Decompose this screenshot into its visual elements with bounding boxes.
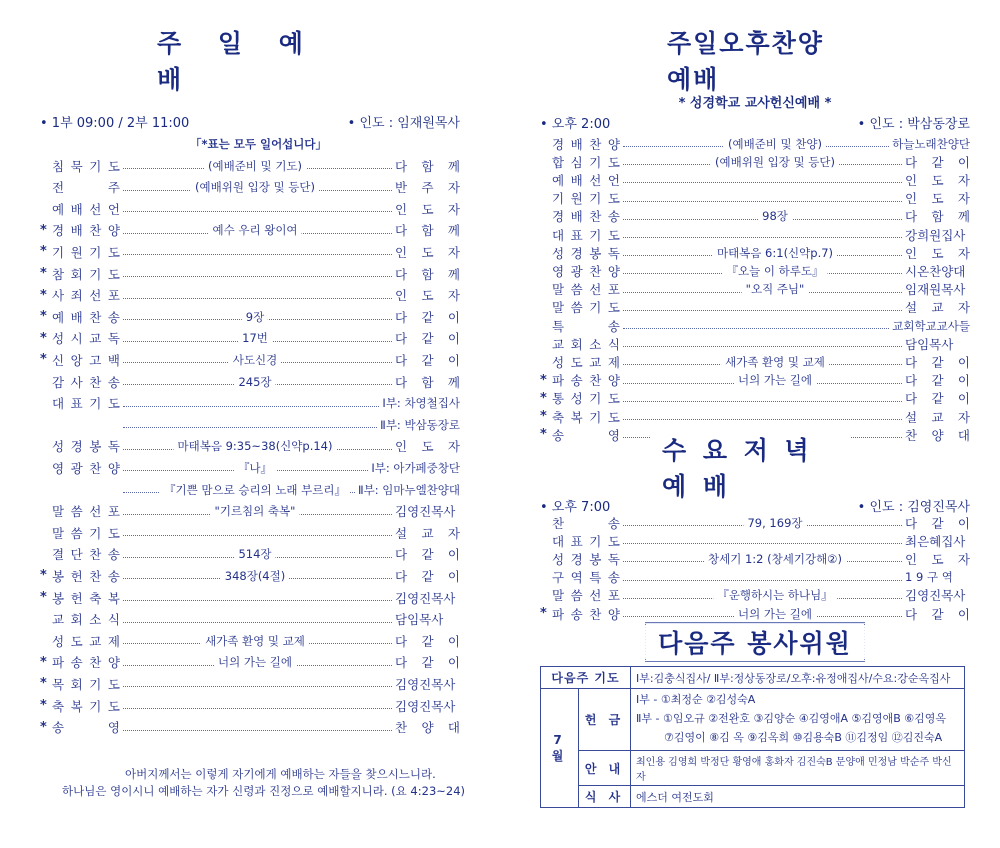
- order-item-person: 다 함 께: [905, 209, 970, 225]
- order-item-label: 성 경 봉 독: [552, 551, 620, 567]
- wednesday-title-box: [650, 436, 850, 501]
- order-row: [40, 630, 460, 651]
- offering-line-1: Ⅰ부 - ①최정순 ②김성숙A: [636, 693, 756, 706]
- order-item-person: 찬 양 대: [905, 427, 970, 443]
- order-item-detail: 79, 169장: [743, 515, 806, 531]
- standing-mark: *: [40, 719, 47, 735]
- standing-mark: *: [40, 654, 47, 670]
- order-item-detail: (예배준비 및 기도): [204, 158, 306, 174]
- sunday-service-title-box: [145, 29, 375, 94]
- order-item-person: 김영진목사: [395, 590, 456, 606]
- offering-line-3: ⑦김영이 ⑧김 옥 ⑨김옥희 ⑩김용숙B ⑪김정임 ⑫김진숙A: [664, 731, 943, 744]
- order-row: [40, 652, 460, 673]
- order-row: [40, 717, 460, 738]
- order-row: [40, 306, 460, 327]
- leader-dots: [623, 310, 902, 311]
- volunteers-table: [540, 666, 965, 808]
- order-item-detail: "오직 주님": [742, 281, 809, 297]
- order-row: [540, 603, 970, 624]
- order-item-person: 김영진목사: [395, 504, 456, 520]
- order-item-person: 다 같 이: [395, 352, 460, 368]
- order-item-person: 인 도 자: [395, 201, 460, 217]
- order-item-label: 찬 송: [552, 515, 620, 531]
- leader-dots: [623, 346, 902, 347]
- order-item-label: 교 회 소 식: [552, 336, 620, 352]
- order-item-person: 반 주 자: [395, 180, 460, 196]
- offering-value: [631, 689, 965, 751]
- order-row: [40, 565, 460, 586]
- month-label: 7월: [541, 689, 579, 808]
- order-row: [40, 371, 460, 392]
- order-item-label: 침 묵 기 도: [52, 158, 120, 174]
- leader-dots: [123, 406, 379, 407]
- standing-mark: *: [540, 390, 547, 406]
- order-item-detail: "기르침의 축복": [211, 503, 300, 519]
- order-item-person: 다 같 이: [395, 331, 460, 347]
- order-item-detail: 마태복음 9:35~38(신약p.14): [174, 438, 337, 454]
- order-item-detail: 너의 가는 길에: [214, 654, 296, 670]
- leader-dots: [123, 708, 392, 709]
- wednesday-title: 수 요 저 녁 예 배: [650, 431, 850, 503]
- order-row: [40, 393, 460, 414]
- order-item-label: 영 광 찬 양: [52, 460, 120, 476]
- standing-mark: *: [540, 427, 547, 443]
- standing-mark: *: [540, 606, 547, 621]
- order-item-label: 통 성 기 도: [552, 391, 620, 407]
- order-row: [40, 155, 460, 176]
- standing-mark: *: [40, 244, 47, 260]
- order-item-label: 말 씀 기 도: [552, 300, 620, 316]
- order-item-label: 파 송 찬 양: [552, 373, 620, 389]
- order-item-person: 인 도 자: [905, 551, 970, 567]
- order-item-label: 영 광 찬 양: [552, 263, 620, 279]
- order-item-person: 김영진목사: [905, 588, 966, 604]
- order-item-label: 파 송 찬 양: [552, 606, 620, 622]
- order-item-person: 설 교 자: [905, 300, 970, 316]
- leader-dots: [623, 543, 902, 544]
- order-item-person: 인 도 자: [395, 288, 460, 304]
- order-item-label: 감 사 찬 송: [52, 374, 120, 390]
- order-item-person: 인 도 자: [905, 172, 970, 188]
- order-item-label: 교 회 소 식: [52, 612, 120, 628]
- order-item-detail: 348장(4절): [221, 568, 289, 584]
- order-item-label: 사 죄 선 포: [52, 288, 120, 304]
- standing-mark: *: [40, 698, 47, 713]
- order-row: [40, 414, 460, 435]
- standing-mark: *: [40, 287, 47, 303]
- order-item-person: 다 같 이: [905, 391, 970, 407]
- table-row: [541, 667, 965, 689]
- order-item-person: 인 도 자: [905, 191, 970, 207]
- order-item-person: 다 같 이: [905, 354, 970, 370]
- order-row: [40, 349, 460, 370]
- order-item-person: 설 교 자: [395, 525, 460, 541]
- offering-label: 헌 금: [579, 689, 631, 751]
- standing-mark: *: [40, 309, 47, 325]
- order-item-person: 담임목사: [395, 612, 444, 628]
- leader-dots: [123, 730, 392, 731]
- meal-label: 식 사: [579, 786, 631, 808]
- order-item-detail: 514장: [234, 546, 275, 562]
- order-item-detail: 98장: [758, 208, 792, 224]
- order-item-detail: 새가족 환영 및 교제: [721, 354, 829, 370]
- leader-dots: [123, 211, 392, 212]
- order-item-person: 찬 양 대: [395, 720, 460, 736]
- prayer-value: Ⅰ부:김충식집사/ Ⅱ부:정상동장로/오후:유정애집사/수요:강순옥집사: [631, 667, 965, 689]
- standing-mark: *: [40, 352, 47, 368]
- order-item-label: 특 송: [552, 318, 620, 334]
- order-item-label: 대 표 기 도: [52, 396, 120, 412]
- order-item-detail: 245장: [234, 374, 275, 390]
- order-item-detail: 17번: [238, 330, 272, 346]
- sunday-service-time: • 1부 09:00 / 2부 11:00: [40, 116, 190, 131]
- meal-value: 에스더 여전도회: [631, 786, 965, 808]
- wednesday-time: • 오후 7:00: [540, 500, 611, 515]
- order-row: [40, 544, 460, 565]
- order-item-label: 대 표 기 도: [552, 227, 620, 243]
- order-item-label: 전 주: [52, 180, 120, 196]
- volunteers-title-box: [645, 622, 865, 662]
- order-item-person: 담임목사: [905, 336, 954, 352]
- order-item-person: 다 같 이: [905, 154, 970, 170]
- order-item-person: 김영진목사: [395, 698, 456, 714]
- order-row: [40, 673, 460, 694]
- order-item-person: 다 같 이: [395, 547, 460, 563]
- order-item-detail: 너의 가는 길에: [734, 372, 816, 388]
- order-item-person: 다 함 께: [395, 223, 460, 239]
- order-row: [40, 522, 460, 543]
- order-item-person: Ⅰ부: 아가페중창단: [371, 460, 460, 475]
- order-item-detail: 마태복음 6:1(신약p.7): [713, 245, 837, 261]
- order-item-person: 다 같 이: [905, 515, 970, 531]
- order-item-label: 합 심 기 도: [552, 154, 620, 170]
- sunday-service-title: 주 일 예 배: [145, 24, 375, 96]
- table-row: [541, 689, 965, 751]
- order-item-label: 예 배 찬 송: [52, 309, 120, 325]
- leader-dots: [123, 276, 392, 277]
- order-item-person: 다 같 이: [395, 655, 460, 671]
- table-row: [541, 786, 965, 808]
- order-row: [40, 609, 460, 630]
- order-item-detail: 새가족 환영 및 교제: [201, 633, 309, 649]
- order-item-label: 경 배 찬 양: [52, 223, 120, 239]
- order-item-detail: 『운행하시는 하나님』: [713, 587, 837, 603]
- order-item-person: 임재원목사: [905, 282, 966, 298]
- standing-mark: *: [540, 409, 547, 424]
- wednesday-leader: • 인도 : 김영진목사: [857, 500, 970, 515]
- standing-note: 「*표는 모두 일어섭니다」: [190, 137, 328, 151]
- order-item-label: 말 씀 선 포: [552, 282, 620, 298]
- order-item-label: 예 배 선 언: [52, 201, 120, 217]
- order-item-person: Ⅱ부: 박삼동장로: [380, 417, 460, 432]
- order-item-label: 목 회 기 도: [52, 676, 120, 692]
- leader-dots: [623, 580, 902, 581]
- order-item-label: 말 씀 선 포: [52, 504, 120, 520]
- afternoon-subtitle: * 성경학교 교사헌신예배 *: [678, 96, 832, 111]
- order-item-label: 성 시 교 독: [52, 331, 120, 347]
- order-item-detail: 9장: [242, 309, 268, 325]
- order-item-person: 하늘노래찬양단: [892, 136, 970, 151]
- order-item-detail: 너의 가는 길에: [734, 606, 816, 622]
- afternoon-title-box: [655, 29, 855, 94]
- leader-dots: [123, 622, 392, 623]
- order-item-person: Ⅱ부: 임마누엘찬양대: [357, 482, 460, 497]
- sunday-service-leader: • 인도 : 임재원목사: [347, 116, 460, 131]
- afternoon-time: • 오후 2:00: [540, 117, 611, 132]
- leader-dots: [623, 401, 902, 402]
- order-item-person: 설 교 자: [905, 409, 970, 425]
- order-item-label: 결 단 찬 송: [52, 547, 120, 563]
- order-item-label: 경 배 찬 송: [552, 209, 620, 225]
- sunday-service-header: [40, 112, 460, 131]
- standing-mark: *: [40, 266, 47, 281]
- leader-dots: [623, 328, 889, 329]
- order-item-label: 말 씀 기 도: [52, 525, 120, 541]
- leader-dots: [123, 535, 392, 536]
- order-row: [40, 177, 460, 198]
- order-item-person: 1 9 구 역: [905, 570, 953, 585]
- order-item-detail: 예수 우리 왕이여: [208, 222, 301, 238]
- order-item-label: 봉 헌 축 복: [52, 590, 120, 606]
- order-item-person: 다 같 이: [395, 568, 460, 584]
- leader-dots: [623, 201, 902, 202]
- order-row: [40, 479, 460, 500]
- order-item-person: 강희원집사: [905, 227, 966, 243]
- volunteers-title: 다음주 봉사위원: [646, 624, 864, 660]
- order-item-label: 말 씀 선 포: [552, 588, 620, 604]
- afternoon-leader: • 인도 : 박삼동장로: [857, 117, 970, 132]
- order-row: [40, 328, 460, 349]
- leader-dots: [123, 427, 377, 428]
- order-item-person: 다 함 께: [395, 158, 460, 174]
- order-item-detail: 『기쁜 맘으로 승리의 노래 부르리』: [160, 482, 350, 498]
- order-item-label: 구 역 특 송: [552, 570, 620, 586]
- order-item-label: 성 도 교 제: [552, 354, 620, 370]
- order-item-label: 대 표 기 도: [552, 533, 620, 549]
- order-item-person: 김영진목사: [395, 676, 456, 692]
- order-item-label: 성 경 봉 독: [52, 439, 120, 455]
- order-row: [40, 695, 460, 716]
- standing-mark: *: [540, 372, 547, 388]
- order-item-person: 인 도 자: [905, 245, 970, 261]
- order-item-detail: 창세기 1:2 (창세기강해②): [704, 551, 846, 567]
- leader-dots: [123, 254, 392, 255]
- offering-line-2: Ⅱ부 - ①임오규 ②전완호 ③김양순 ④김영애A ⑤김영애B ⑥김영옥: [636, 712, 946, 725]
- order-item-person: 다 함 께: [395, 266, 460, 282]
- order-item-detail: (예배위원 입장 및 등단): [711, 154, 839, 170]
- order-row: [40, 285, 460, 306]
- order-item-label: 참 회 기 도: [52, 266, 120, 282]
- standing-mark: *: [40, 568, 47, 584]
- leader-dots: [123, 298, 392, 299]
- order-item-person: 인 도 자: [395, 244, 460, 260]
- order-item-label: 경 배 찬 양: [552, 136, 620, 152]
- order-item-person: 인 도 자: [395, 439, 460, 455]
- order-item-person: 다 같 이: [395, 633, 460, 649]
- order-item-label: 예 배 선 언: [552, 172, 620, 188]
- order-item-person: 교회학교교사들: [892, 318, 970, 333]
- order-item-label: 축 복 기 도: [52, 698, 120, 714]
- guide-value: 최인용 김영희 박정단 황영애 홍화자 김진숙B 문양애 민정남 박순주 박신자: [631, 751, 965, 786]
- order-item-detail: 사도신경: [229, 352, 281, 368]
- afternoon-title: 주일오후찬양예배: [655, 24, 855, 96]
- prayer-label: 다음주 기도: [541, 667, 631, 689]
- order-item-label: 송 영: [552, 427, 620, 443]
- afternoon-header: [540, 113, 970, 132]
- order-item-person: 다 함 께: [395, 374, 460, 390]
- standing-mark: *: [40, 222, 47, 238]
- order-item-person: Ⅰ부: 차영철집사: [382, 396, 460, 411]
- order-row: [40, 198, 460, 219]
- order-row: [40, 263, 460, 284]
- order-item-label: 파 송 찬 양: [52, 655, 120, 671]
- leader-dots: [623, 182, 902, 183]
- order-item-detail: 『오늘 이 하루도』: [723, 263, 828, 279]
- order-item-label: 봉 헌 찬 송: [52, 568, 120, 584]
- order-item-person: 최은혜집사: [905, 533, 966, 549]
- guide-label: 안 내: [579, 751, 631, 786]
- leader-dots: [623, 419, 902, 420]
- verse-line-2: 하나님은 영이시니 예배하는 자가 신령과 진정으로 예배할지니라. (요 4:23~24): [62, 784, 466, 798]
- order-row: [40, 436, 460, 457]
- order-item-label: 축 복 기 도: [552, 409, 620, 425]
- order-row: [40, 457, 460, 478]
- leader-dots: [123, 600, 392, 601]
- table-row: [541, 751, 965, 786]
- order-row: [40, 587, 460, 608]
- order-item-detail: (예배위원 입장 및 등단): [191, 179, 319, 195]
- verse-line-1: 아버지께서는 이렇게 자기에게 예배하는 자들을 찾으시느니라.: [125, 767, 436, 781]
- standing-mark: *: [40, 590, 47, 605]
- order-row: [40, 220, 460, 241]
- leader-dots: [123, 686, 392, 687]
- order-item-label: 신 앙 고 백: [52, 352, 120, 368]
- order-item-person: 다 같 이: [905, 606, 970, 622]
- order-item-label: 성 경 봉 독: [552, 245, 620, 261]
- order-row: [40, 241, 460, 262]
- order-item-label: 성 도 교 제: [52, 633, 120, 649]
- order-item-label: 송 영: [52, 720, 120, 736]
- order-row: [40, 501, 460, 522]
- order-item-person: 시온찬양대: [905, 263, 966, 279]
- order-item-detail: 『나』: [234, 460, 276, 476]
- order-item-label: 기 원 기 도: [52, 244, 120, 260]
- order-item-detail: (예배준비 및 찬양): [724, 136, 826, 152]
- standing-mark: *: [40, 676, 47, 692]
- order-item-person: 다 같 이: [395, 309, 460, 325]
- leader-dots: [623, 237, 902, 238]
- standing-mark: *: [40, 330, 47, 346]
- order-item-label: 기 원 기 도: [552, 191, 620, 207]
- order-item-person: 다 같 이: [905, 373, 970, 389]
